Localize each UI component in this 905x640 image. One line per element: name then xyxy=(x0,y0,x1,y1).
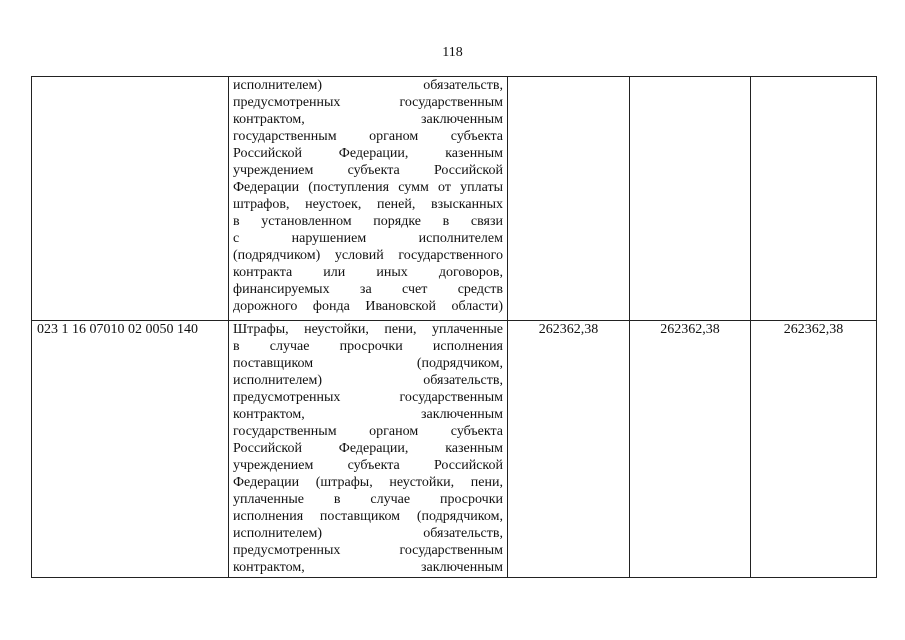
description-line: исполнения поставщиком (подрядчиком, xyxy=(233,509,503,524)
description-line: предусмотренных государственным xyxy=(233,95,503,110)
description-line: Российской Федерации, казенным xyxy=(233,441,503,456)
budget-code-cell xyxy=(32,77,229,321)
description-line: контрактом, заключенным xyxy=(233,112,503,127)
description-line: Штрафы, неустойки, пени, уплаченные xyxy=(233,322,503,337)
table-row xyxy=(32,321,877,578)
description-line: контракта или иных договоров, xyxy=(233,265,503,280)
description-line: Российской Федерации, казенным xyxy=(233,146,503,161)
description-line: в случае просрочки исполнения xyxy=(233,339,503,354)
amount-cell-2: 262362,38 xyxy=(630,321,751,578)
description-line: (подрядчиком) условий государственного xyxy=(233,248,503,263)
amount-cell-3 xyxy=(751,77,877,321)
description-cell xyxy=(229,77,508,321)
amount-cell-1: 262362,38 xyxy=(508,321,630,578)
description-line: предусмотренных государственным xyxy=(233,390,503,405)
description-line: финансируемых за счет средств xyxy=(233,282,503,297)
description-line: учреждением субъекта Российской xyxy=(233,458,503,473)
description-line: штрафов, неустоек, пеней, взысканных xyxy=(233,197,503,212)
amount-cell-1 xyxy=(508,77,630,321)
description-line: в установленном порядке в связи xyxy=(233,214,503,229)
description-line: с нарушением исполнителем xyxy=(233,231,503,246)
description-line: государственным органом субъекта xyxy=(233,129,503,144)
table-row xyxy=(32,77,877,321)
budget-code-cell: 023 1 16 07010 02 0050 140 xyxy=(32,321,229,578)
page-number: 118 xyxy=(442,45,463,60)
description-line: исполнителем) обязательств, xyxy=(233,78,503,93)
description-line: Федерации (поступления сумм от уплаты xyxy=(233,180,503,195)
description-cell xyxy=(229,321,508,578)
description-line: уплаченные в случае просрочки xyxy=(233,492,503,507)
description-line: дорожного фонда Ивановской области) xyxy=(233,299,503,314)
description-line: Федерации (штрафы, неустойки, пени, xyxy=(233,475,503,490)
description-line: исполнителем) обязательств, xyxy=(233,373,503,388)
amount-cell-3: 262362,38 xyxy=(751,321,877,578)
budget-table xyxy=(31,76,877,578)
description-line: поставщиком (подрядчиком, xyxy=(233,356,503,371)
description-line: контрактом, заключенным xyxy=(233,407,503,422)
description-line: контрактом, заключенным xyxy=(233,560,503,575)
description-line: предусмотренных государственным xyxy=(233,543,503,558)
description-line: учреждением субъекта Российской xyxy=(233,163,503,178)
amount-cell-2 xyxy=(630,77,751,321)
description-line: исполнителем) обязательств, xyxy=(233,526,503,541)
description-line: государственным органом субъекта xyxy=(233,424,503,439)
